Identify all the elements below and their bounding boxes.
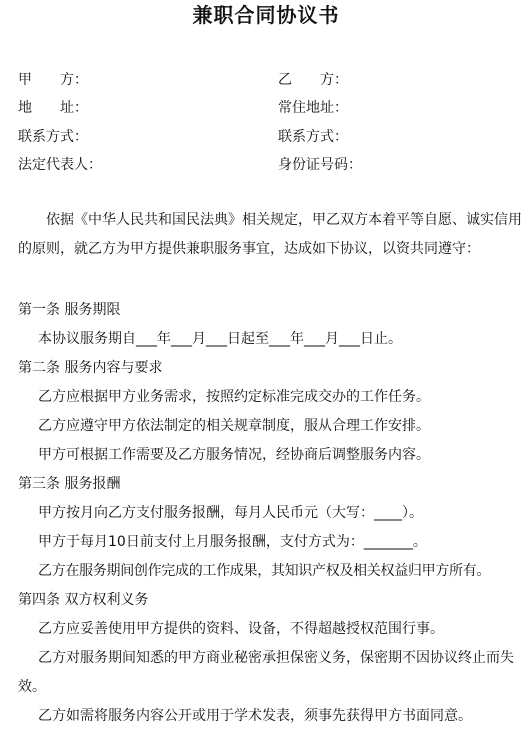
article-4-heading: 第四条 双方权利义务 — [18, 592, 149, 608]
residence-label: 常住地址： — [278, 100, 348, 116]
article-3-item-2: 甲方于每月10日前支付上月服务报酬，支付方式为：_______。 — [38, 534, 427, 550]
article-1-item-1: 本协议服务期自___年___月___日起至___年___月___日止。 — [38, 331, 402, 347]
party-row-address — [0, 94, 532, 122]
party-b-label: 乙 方： — [278, 72, 348, 88]
contact-a-label: 联系方式： — [18, 129, 88, 145]
party-row-identity — [0, 151, 532, 179]
address-label: 地 址： — [18, 100, 88, 116]
party-a-label: 甲 方： — [18, 72, 88, 88]
id-number-label: 身份证号码： — [278, 157, 362, 173]
article-2-item-3: 甲方可根据工作需要及乙方服务情况，经协商后调整服务内容。 — [38, 447, 430, 463]
article-2-item-2: 乙方应遵守甲方依法制定的相关规章制度，服从合理工作安排。 — [38, 418, 430, 434]
article-4-item-2: 乙方对服务期间知悉的甲方商业秘密承担保密义务，保密期不因协议终止而失效。 — [18, 650, 514, 695]
intro-paragraph: 依据《中华人民共和国民法典》相关规定，甲乙双方本着平等自愿、诚实信用的原则，就乙方为甲方提供兼职服务事宜，达成如下协议，以资共同遵守： — [18, 212, 522, 257]
party-row-name — [0, 66, 532, 94]
article-3-heading: 第三条 服务报酬 — [18, 476, 121, 492]
article-4-item-1: 乙方应妥善使用甲方提供的资料、设备，不得超越授权范围行事。 — [38, 621, 444, 637]
party-row-contact — [0, 123, 532, 151]
document-title: 兼职合同协议书 — [192, 3, 340, 27]
article-4-item-3: 乙方如需将服务内容公开或用于学术发表，须事先获得甲方书面同意。 — [38, 708, 472, 724]
article-1-heading: 第一条 服务期限 — [18, 302, 121, 318]
article-2-heading: 第二条 服务内容与要求 — [18, 360, 163, 376]
article-3-item-1: 甲方按月向乙方支付服务报酬，每月人民币元（大写：____）。 — [38, 505, 423, 521]
article-3-item-3: 乙方在服务期间创作完成的工作成果，其知识产权及相关权益归甲方所有。 — [38, 563, 491, 579]
legal-rep-label: 法定代表人： — [18, 157, 102, 173]
article-2-item-1: 乙方应根据甲方业务需求，按照约定标准完成交办的工作任务。 — [38, 389, 430, 405]
contact-b-label: 联系方式： — [278, 129, 348, 145]
